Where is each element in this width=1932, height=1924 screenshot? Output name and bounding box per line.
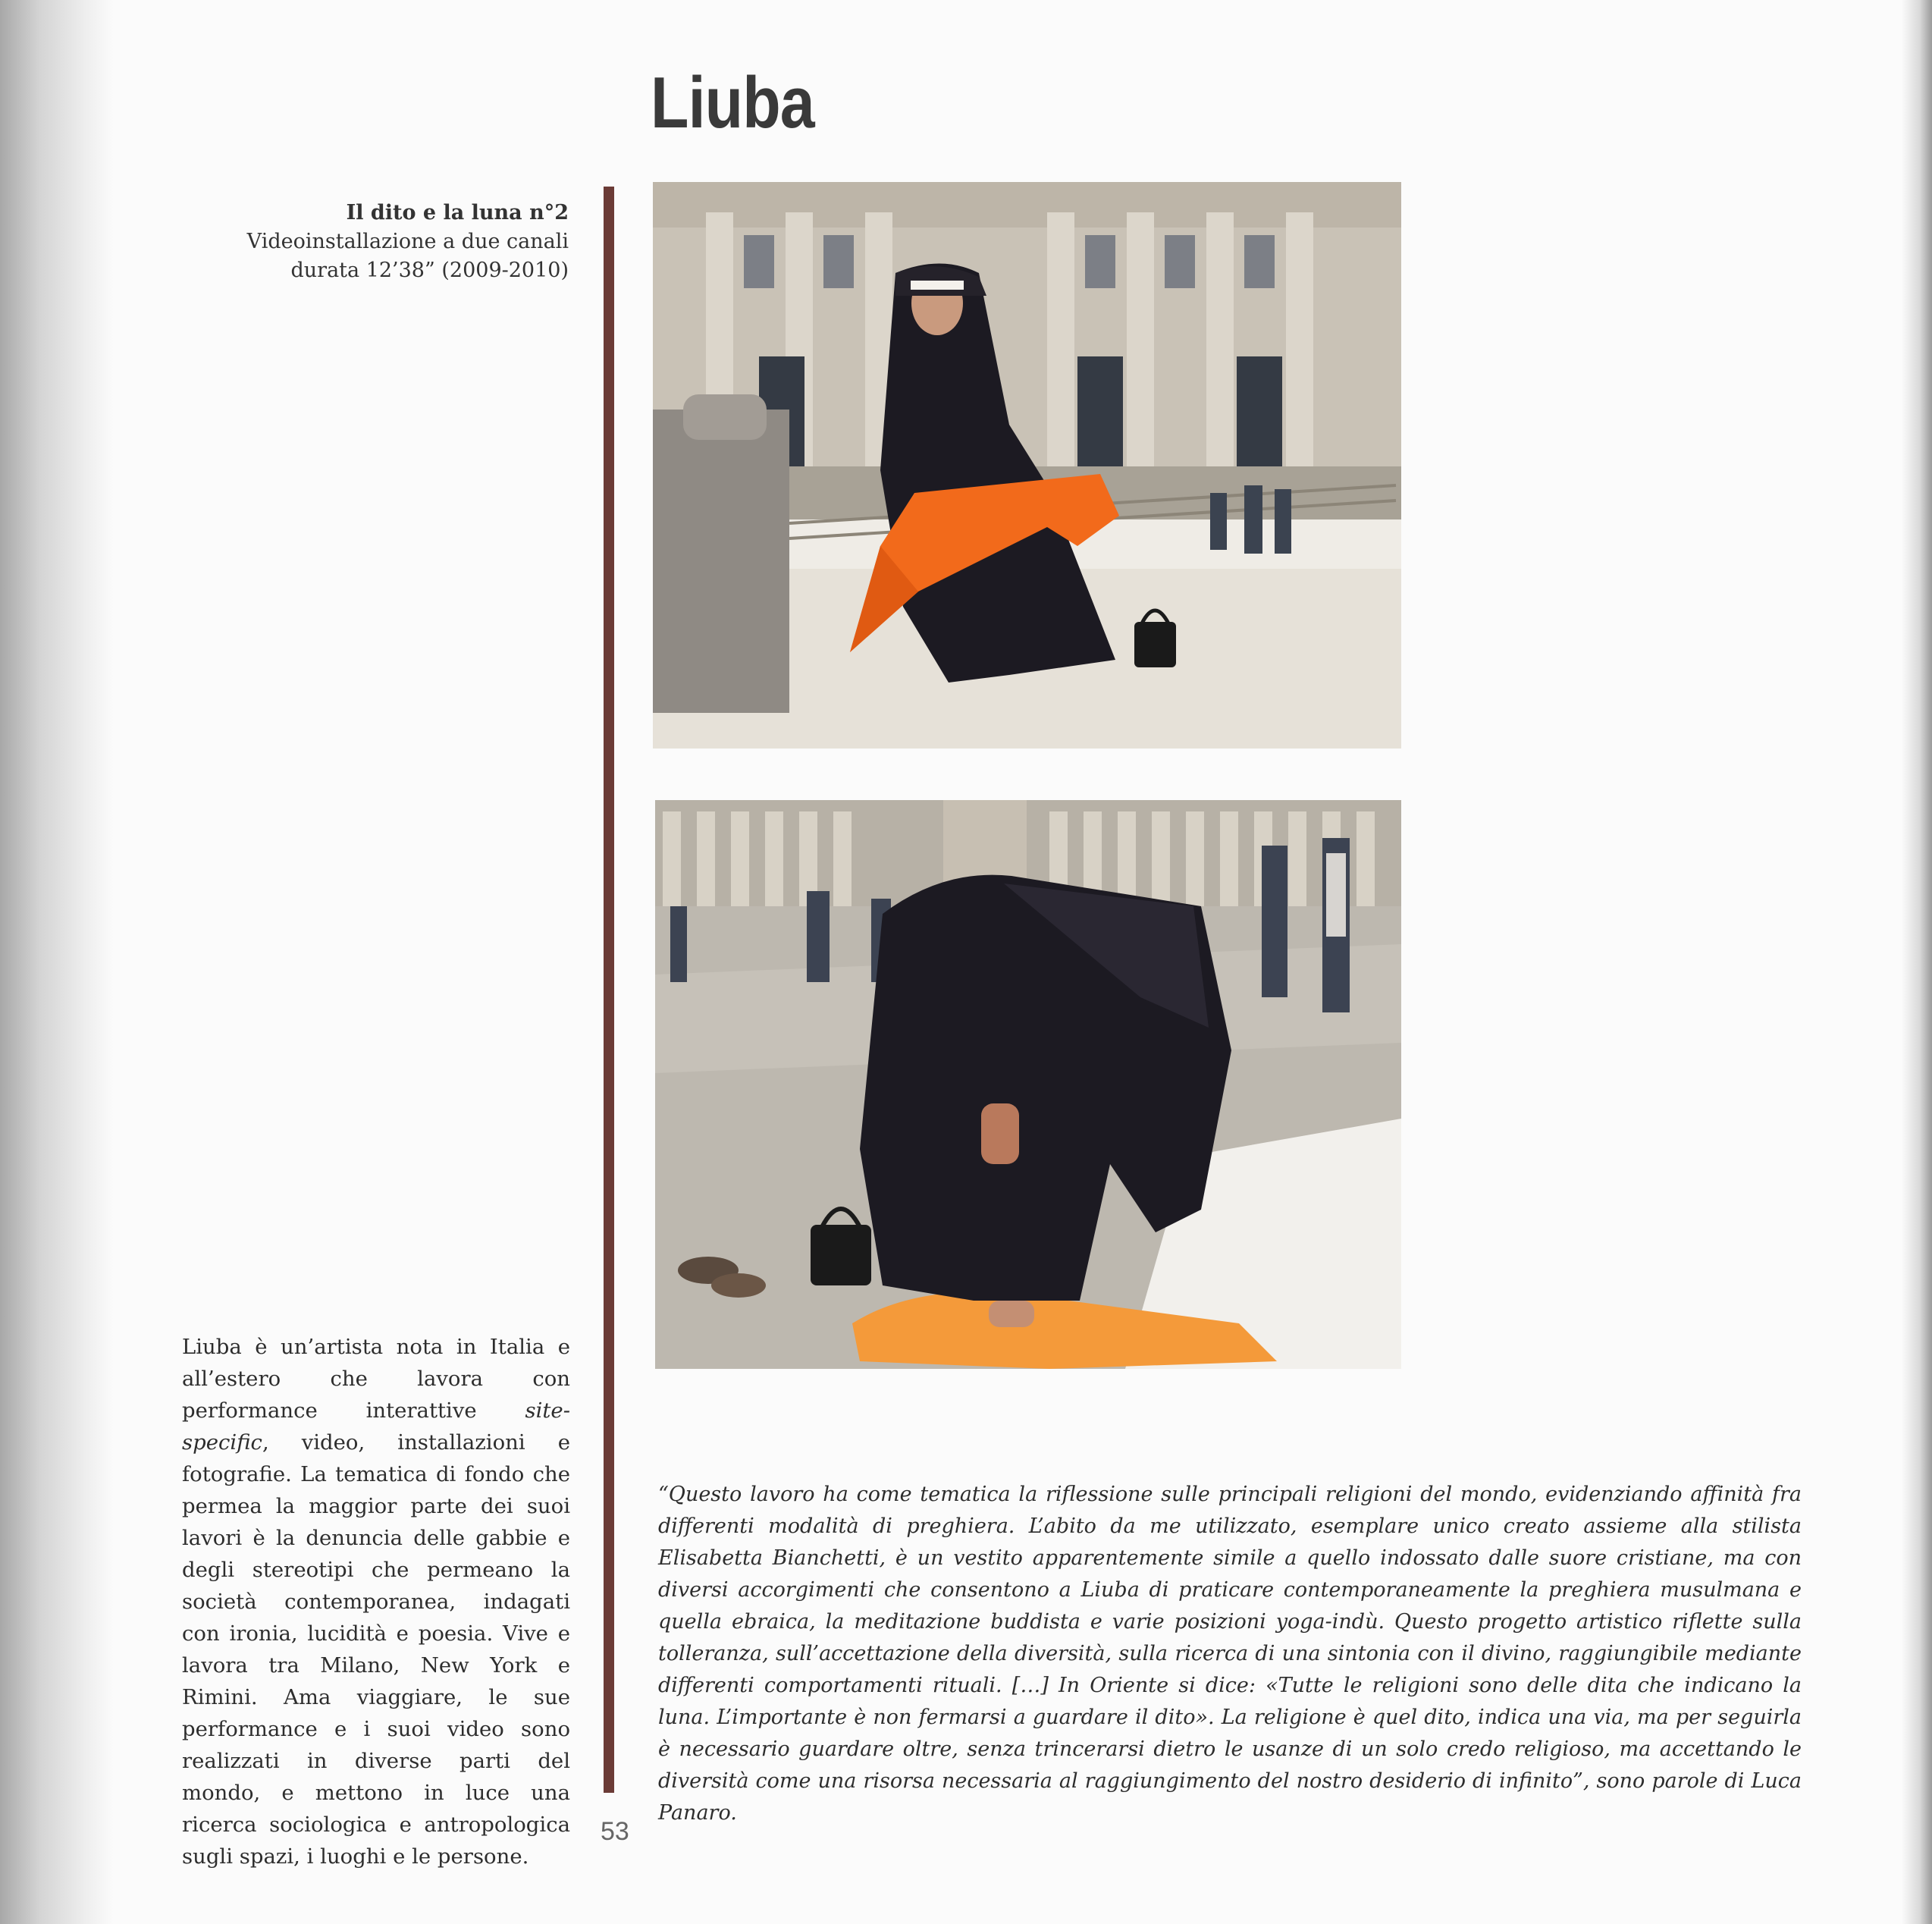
bio-text-end: , video, installazioni e fotografie. La tematica di fondo che permea la maggior parte dei suoi lavori è la denuncia delle gabbie e degli stereotipi che permeano la società contemporanea, indagati con ironia, lucidità e poesia. Vive e lavora tra Milano, New York e Rimini. Ama viaggiare, le sue performance e i suoi video sono realizzati in diverse parti del mondo, e mettono in luce una ricerca sociologica e antropologica sugli spazi, i luoghi e le persone.: [182, 1430, 570, 1869]
work-medium: Videoinstallazione a due canali: [246, 230, 569, 253]
artist-bio: [182, 1331, 570, 1872]
photo-nun-bowing-in-prayer: [655, 800, 1401, 1369]
page-title: Liuba: [651, 62, 814, 143]
page-edge-shadow: [1902, 0, 1932, 1924]
work-caption: [182, 199, 569, 285]
book-spine-shadow: [0, 0, 114, 1924]
bio-italic-term: site-specific: [182, 1398, 570, 1455]
photo-nun-with-orange-cloth: [653, 182, 1401, 749]
bio-text-start: Liuba è un’artista nota in Italia e all’estero che lavora con performance interattive: [182, 1335, 570, 1423]
work-title: Il dito e la luna n°2: [346, 201, 569, 224]
vertical-accent-bar: [604, 187, 614, 1793]
artist-statement-quote: “Questo lavoro ha come tematica la riflessione sulle principali religioni del mondo, evidenziando affinità fra differenti modalità di preghiera. L’abito da me utilizzato, esemplare unico creato assieme alla stilista Elisabetta Bianchetti, è un vestito apparentemente simile a quello indossato dalle suore cristiane, ma con diversi accorgimenti che consentono a Liuba di praticare contemporaneamente la preghiera musulmana e quella ebraica, la meditazione buddista e varie posizioni yoga-indù. Questo progetto artistico riflette sulla tolleranza, sull’accettazione della diversità, sulla ricerca di una sintonia con il divino, raggiungibile mediante differenti comportamenti rituali. […] In Oriente si dice: «Tutte le religioni sono delle dita che indicano la luna. L’importante è non fermarsi a guardare il dito». La religione è quel dito, indica una via, ma per seguirla è necessario guardare oltre, senza trincerarsi dietro le usanze di un solo credo religioso, ma accettando le diversità come una risorsa necessaria al raggiungimento del nostro desiderio di infinito”, sono parole di Luca Panaro.: [658, 1483, 1802, 1825]
work-duration: durata 12’38” (2009-2010): [290, 259, 569, 282]
page-number: 53: [601, 1817, 629, 1846]
